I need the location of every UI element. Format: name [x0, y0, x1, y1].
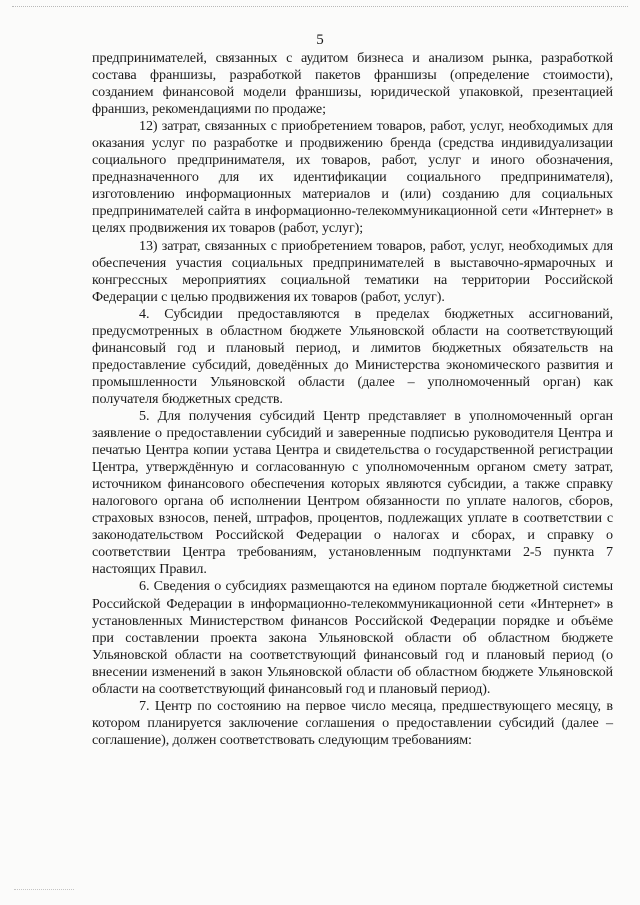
- paragraph-item-13: 13) затрат, связанных с приобретением товаров, работ, услуг, необходимых для обеспечения участия социальных предпринимателей в выставочно-ярмарочных и конгрессных мероприятиях социальной тематики на территории Российской Федерации с целью продвижения их товаров (работ, услуг).: [92, 237, 613, 305]
- paragraph-section-4: 4. Субсидии предоставляются в пределах бюджетных ассигнований, предусмотренных в областном бюджете Ульяновской области на соответствующий финансовый год и плановый период, и лимитов бюджетных обязательств на предоставление субсидий, доведённых до Министерства экономического развития и промышленности Ульяновской области (далее – уполномоченный орган) как получателя бюджетных средств.: [92, 305, 613, 407]
- page-number: 5: [316, 32, 324, 48]
- paragraph-section-6: 6. Сведения о субсидиях размещаются на едином портале бюджетной системы Российской Федерации в информационно-телекоммуникационной сети «Интернет» в установленных Министерством финансов Российской Федерации порядке и объёме при составлении проекта закона Ульяновской области об областном бюджете Ульяновской области на соответствующий финансовый год и плановый период (о внесении изменений в закон Ульяновской области об областном бюджете Ульяновской области на соответствующий финансовый год и плановый период).: [92, 578, 613, 697]
- paragraph-continuation: предпринимателей, связанных с аудитом бизнеса и анализом рынка, разработкой состава франшизы, разработкой пакетов франшизы (определение стоимости), созданием финансовой модели франшизы, юридической упаковкой, презентацией франшиз, рекомендациями по продаже;: [92, 50, 613, 118]
- document-body: [92, 50, 613, 749]
- scan-edge-artifact: [14, 889, 74, 891]
- paragraph-section-7: 7. Центр по состоянию на первое число месяца, предшествующего месяцу, в котором планируется заключение соглашения о предоставлении субсидий (далее – соглашение), должен соответствовать следующим требованиям:: [92, 697, 613, 748]
- scan-edge-artifact: [12, 6, 628, 8]
- paragraph-item-12: 12) затрат, связанных с приобретением товаров, работ, услуг, необходимых для оказания услуг по разработке и продвижению бренда (средства индивидуализации социального предпринимателя, их товаров, работ, услуг и иного обозначения, предназначенного для их идентификации социального предпринимателя), изготовлению информационных материалов и (или) созданию для социальных предпринимателей сайта в информационно-телекоммуникационной сети «Интернет» в целях продвижения их товаров (работ, услуг);: [92, 118, 613, 237]
- paragraph-section-5: 5. Для получения субсидий Центр представляет в уполномоченный орган заявление о предоставлении субсидий и заверенные подписью руководителя Центра и печатью Центра копии устава Центра и свидетельства о государственной регистрации Центра, утверждённую и согласованную с уполномоченным органом смету затрат, источником финансового обеспечения которых являются субсидии, а также справку налогового органа об исполнении Центром обязанности по уплате налогов, сборов, страховых взносов, пеней, штрафов, процентов, подлежащих уплате в соответствии с законодательством Российской Федерации о налогах и сборах, и справку о соответствии Центра требованиям, установленным подпунктами 2-5 пункта 7 настоящих Правил.: [92, 407, 613, 578]
